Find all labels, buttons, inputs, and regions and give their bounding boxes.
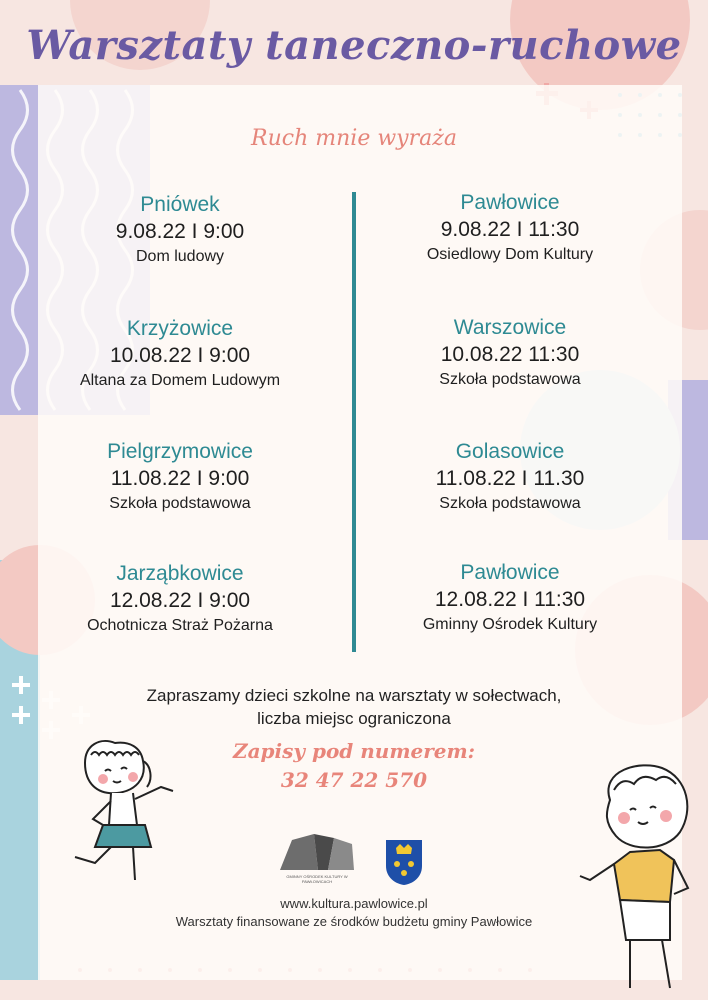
funding-note: Warsztaty finansowane ze środków budżetu gminy Pawłowice [175, 914, 533, 929]
schedule-entry [20, 192, 340, 268]
venue: Ochotnicza Straż Pożarna [87, 617, 273, 634]
page-title: Warsztaty taneczno-ruchowe [26, 22, 682, 69]
girl-illustration [55, 735, 185, 885]
date-time: 9.08.22 I 9:00 [115, 220, 245, 243]
schedule-entry [20, 561, 340, 637]
place-name: Warszowice [453, 316, 567, 339]
invitation-line: liczba miejsc ograniczona [257, 709, 451, 728]
venue: Altana za Domem Ludowym [79, 372, 281, 389]
logo-caption: GMINNY OŚRODEK KULTURY W PAWŁOWICACH [286, 874, 348, 884]
website-url[interactable]: www.kultura.pawlowice.pl [280, 896, 428, 911]
place-name: Krzyżowice [126, 317, 234, 340]
date-time: 9.08.22 I 11:30 [440, 218, 580, 241]
boy-illustration [570, 760, 708, 992]
venue: Osiedlowy Dom Kultury [426, 246, 594, 263]
place-name: Golasowice [455, 440, 565, 463]
date-time: 11.08.22 I 9:00 [110, 467, 250, 490]
place-name: Pniówek [140, 193, 220, 216]
invitation-text [0, 684, 708, 730]
municipality-crest-icon [384, 838, 424, 886]
venue: Szkoła podstawowa [439, 495, 581, 512]
place-name: Pawłowice [460, 191, 560, 214]
place-name: Pawłowice [460, 561, 560, 584]
venue: Gminny Ośrodek Kultury [422, 616, 598, 633]
schedule-entry [350, 560, 670, 636]
schedule-entry [20, 316, 340, 392]
date-time: 12.08.22 I 11:30 [434, 588, 586, 611]
invitation-line: Zapraszamy dzieci szkolne na warsztaty w sołectwach, [146, 686, 562, 705]
place-name: Pielgrzymowice [107, 440, 253, 463]
date-time: 11.08.22 I 11.30 [435, 467, 585, 490]
place-name: Jarząbkowice [116, 562, 244, 585]
page-subtitle: Ruch mnie wyraża [251, 126, 457, 151]
schedule-entry [20, 439, 340, 515]
date-time: 10.08.22 I 9:00 [109, 344, 251, 367]
venue: Szkoła podstawowa [109, 495, 251, 512]
phone-number: 32 47 22 570 [280, 768, 428, 792]
schedule-entry [350, 315, 670, 391]
signup-label: Zapisy pod numerem: [232, 739, 476, 763]
schedule-entry [350, 439, 670, 515]
venue: Dom ludowy [135, 248, 225, 265]
date-time: 10.08.22 11:30 [440, 343, 580, 366]
schedule-entry [350, 190, 670, 266]
cultural-center-logo [278, 830, 356, 878]
venue: Szkoła podstawowa [439, 371, 581, 388]
date-time: 12.08.22 I 9:00 [109, 589, 251, 612]
